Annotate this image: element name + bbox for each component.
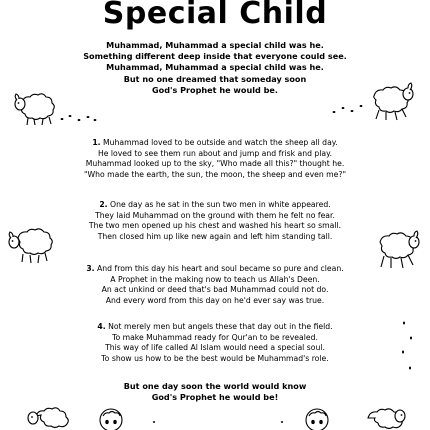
verse-2 (20, 200, 410, 242)
verse-line: He loved to see them run about and jump and frisk and play. (97, 148, 333, 158)
sheep-icon (360, 402, 408, 430)
verse-line: Muhammad loved to be outside and watch the sheep all day. (100, 138, 338, 147)
chorus-line: But no one dreamed that someday soon (123, 73, 307, 84)
closing-line: But one day soon the world would know (123, 381, 307, 391)
closing-lines (60, 381, 370, 403)
verse-line: Muhammad looked up to the sky, "Who made all this?" thought he. (85, 159, 345, 169)
hoof-tracks-icon (150, 416, 290, 428)
sheep-icon (366, 80, 416, 122)
verse-number: 3. (86, 264, 95, 273)
chorus-line: Muhammad, Muhammad a special child was he. (106, 62, 324, 73)
verse-line: And every word from this day on he'd ever say was true. (105, 295, 325, 305)
chorus-line: Muhammad, Muhammad a special child was he. (106, 40, 324, 50)
verse-line: To show us how to be the best would be Muhammad's role. (101, 353, 329, 363)
verse-1 (20, 138, 410, 180)
closing-line: God's Prophet he would be! (151, 392, 279, 403)
verse-line: An act unkind or deed that's bad Muhammad could not do. (101, 285, 329, 295)
hoof-tracks-icon (58, 110, 98, 124)
verse-line: Not merely men but angels these that day out in the field. (105, 322, 333, 331)
sheep-icon (94, 404, 128, 430)
verse-line: One day as he sat in the sun two men in white appeared. (107, 200, 331, 209)
verse-line: To make Muhammad ready for Qur'an to be revealed. (112, 332, 318, 342)
verse-line: "Who made the earth, the sun, the moon, the sheep and even me?" (83, 169, 347, 179)
sheep-icon (26, 402, 70, 430)
verse-line: And from this day his heart and soul became so pure and clean. (94, 264, 344, 273)
sheep-icon (12, 88, 58, 126)
verse-line: The two men opened up his chest and washed his heart so small. (88, 221, 342, 231)
chorus-line: Something different deep inside that everyone could see. (83, 51, 347, 62)
verse-number: 4. (97, 322, 106, 331)
sheep-icon (6, 224, 54, 264)
verse-4 (20, 322, 410, 364)
chorus-line: God's Prophet he would be. (152, 84, 278, 95)
page-title: Special Child (102, 0, 328, 31)
verse-3 (20, 264, 410, 306)
verse-line: A Prophet in the making now to teach us Allah's Deen. (110, 274, 320, 284)
hoof-tracks-icon (398, 318, 418, 378)
verse-line: Then closed him up like new again and left him standing tall. (97, 231, 333, 241)
verse-number: 2. (99, 200, 108, 209)
sheep-icon (300, 404, 334, 430)
verse-line: This way of life called Al Islam would need a special soul. (105, 343, 325, 353)
chorus (60, 40, 370, 96)
verse-line: They laid Muhammad on the ground with them he felt no fear. (95, 210, 335, 220)
hoof-tracks-icon (330, 100, 366, 116)
verse-number: 1. (92, 138, 101, 147)
